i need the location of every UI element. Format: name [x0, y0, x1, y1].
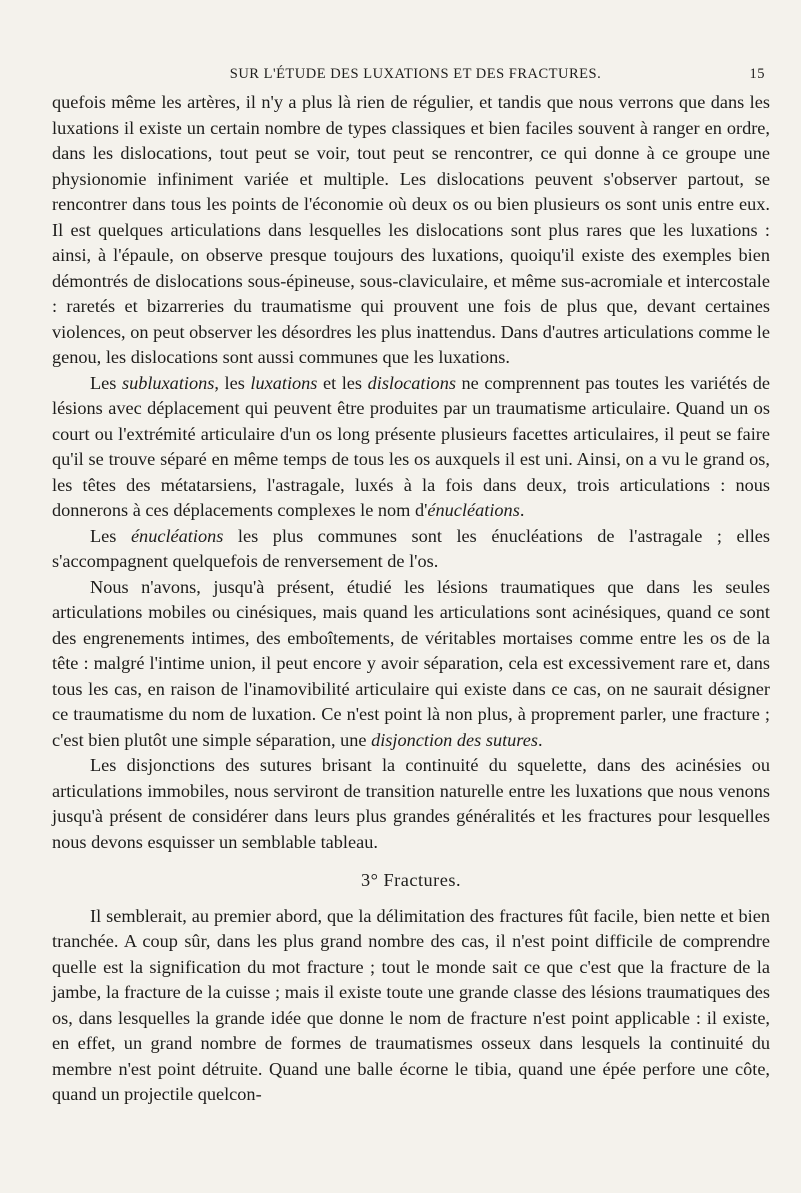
section-heading: 3° Fractures. — [360, 870, 462, 890]
paragraph-6: Il semblerait, au premier abord, que la délimitation des fractures fût facile, bien nette et bien tranchée. A coup sûr, dans les plus grand nombre des cas, il n'est point difficile de comprendre quelle est la signification du mot fracture ; tout le monde sait ce que c'est que la fracture de la jambe, la fracture de la cuisse ; mais il existe toute une grande classe des lésions traumatiques des os, dans lesquelles la grande idée que donne le nom de fracture n'est point applicable : il existe, en effet, un grand nombre de formes de traumatismes osseux dans lesquels la continuité du membre n'est point détruite. Quand une balle écorne le tibia, quand une épée perfore une côte, quand un projectile quelcon- — [52, 905, 770, 1104]
paragraph-3 — [52, 524, 770, 575]
text-run: , les — [214, 372, 251, 393]
text-run: . — [537, 729, 543, 750]
paragraph-1: quefois même les artères, il n'y a plus là rien de régulier, et tandis que nous verrons que dans les luxations il existe un certain nombre de types classiques et bien faciles souvent à ranger en ordre, dans les dislocations, tout peut se voir, tout peut se rencontrer, ce qui donne à ce groupe une physionomie infiniment variée et multiple. Les dislocations peuvent s'observer partout, se rencontrer dans tous les points de l'économie où deux os ou bien plusieurs os sont unis entre eux. Il est quelques articulations dans lesquelles les dislocations sont plus rares que les luxations : ainsi, à l'épaule, on observe presque toujours des luxations, quoiqu'il existe des exemples bien démontrés de dislocations sous-épineuse, sous-claviculaire, et même sus-acromiale et intercostale : raretés et bizarreries du traumatisme qui prouvent une fois de plus que, devant certaines violences, on peut observer les désordres les plus inattendus. Dans d'autres articulations comme le genou, les dislocations sont aussi communes que les luxations. — [52, 92, 770, 367]
italic-term: énucléations — [427, 500, 520, 520]
running-header — [0, 66, 801, 83]
text-run: les plus communes sont les énucléations de l'astragale ; elles s'accompagnent quelquefois de renversement de l'os. — [52, 525, 770, 571]
body-text — [52, 90, 770, 1108]
text-run: . — [519, 500, 525, 520]
paragraph-5: Les disjonctions des sutures brisant la continuité du squelette, dans des acinésies ou articulations immobiles, nous serviront de transition naturelle entre les luxations que nous venons jusqu'à présent de considérer dans leurs plus grandes généralités et les fractures pour lesquelles nous devons esquisser un semblable tableau. — [52, 755, 770, 852]
text-run: Les — [90, 525, 131, 546]
italic-term: disjonction des sutures — [371, 729, 538, 750]
italic-term: dislocations — [367, 372, 456, 393]
paragraph-2 — [52, 371, 770, 524]
text-run: Les — [90, 372, 122, 393]
italic-term: subluxations — [121, 372, 215, 393]
header-title: SUR L'ÉTUDE DES LUXATIONS ET DES FRACTURES. — [229, 66, 602, 82]
page-number: 15 — [749, 66, 765, 82]
text-run: et les — [317, 372, 368, 393]
italic-term: luxations — [250, 372, 318, 393]
text-run: Nous n'avons, jusqu'à présent, étudié les lésions traumatiques que dans les seules articulations mobiles ou cinésiques, mais quand les articulations sont acinésiques, quand ce sont des engrenements intimes, des emboîtements, de véritables mortaises comme entre les os de la tête : malgré l'intime union, il peut encore y avoir séparation, cela est excessivement rare et, dans tous les cas, en raison de l'inamovibilité articulaire qui existe dans ce cas, on ne saurait désigner ce traumatisme du nom de luxation. Ce n'est point là non plus, à proprement parler, une fracture ; c'est bien plutôt une simple séparation, une — [52, 576, 770, 750]
italic-term: énucléations — [130, 525, 224, 546]
text-run: ne comprennent pas toutes les variétés de lésions avec déplacement qui peuvent être produites par un traumatisme articulaire. Quand un os court ou l'extrémité articulaire d'un os long présente plusieurs facettes articulaires, il peut se faire qu'il se trouve séparé en même temps de tous les os auxquels il est uni. Ainsi, on a vu le grand os, les têtes des métatarsiens, l'astragale, luxés à la fois dans deux, trois articulations : nous donnerons à ces déplacements complexes le nom d' — [52, 372, 770, 520]
paragraph-4 — [52, 575, 770, 754]
